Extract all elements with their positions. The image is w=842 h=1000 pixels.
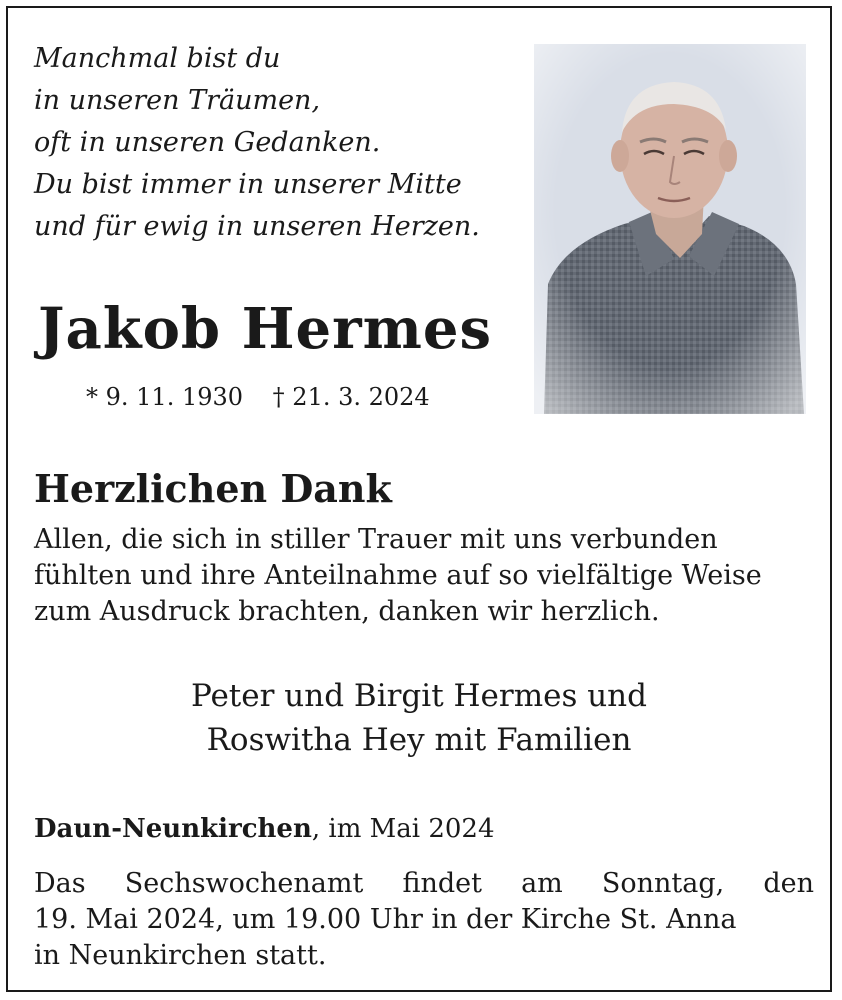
mass-line: in Neunkirchen statt. — [34, 940, 327, 971]
poem-line: oft in unseren Gedanken. — [34, 127, 381, 158]
poem-line: Manchmal bist du — [34, 43, 281, 74]
thanks-text — [34, 522, 814, 630]
death-date: † 21. 3. 2024 — [272, 383, 430, 411]
thanks-line: fühlten und ihre Anteilnahme auf so vielfältige Weise — [34, 560, 762, 591]
poem-line: Du bist immer in unserer Mitte — [34, 169, 462, 200]
signers — [8, 674, 830, 762]
portrait-illustration — [534, 44, 806, 414]
signers-line: Roswitha Hey mit Familien — [206, 722, 632, 758]
mass-line: 19. Mai 2024, um 19.00 Uhr in der Kirche St. Anna — [34, 904, 737, 935]
obituary-notice — [6, 6, 832, 992]
deceased-name: Jakob Hermes — [38, 296, 493, 362]
memorial-mass-notice — [34, 866, 814, 974]
poem — [34, 38, 514, 248]
poem-line: in unseren Träumen, — [34, 85, 321, 116]
thanks-line: Allen, die sich in stiller Trauer mit uns verbunden — [34, 524, 718, 555]
thanks-line: zum Ausdruck brachten, danken wir herzlich. — [34, 596, 660, 627]
mass-line: Das Sechswochenamt findet am Sonntag, den — [34, 868, 814, 899]
place-and-date — [34, 814, 495, 844]
signers-line: Peter und Birgit Hermes und — [191, 678, 647, 714]
portrait-photo — [534, 44, 806, 414]
birth-date: * 9. 11. 1930 — [86, 383, 244, 411]
life-dates — [86, 383, 452, 411]
thanks-heading: Herzlichen Dank — [34, 466, 392, 511]
poem-line: und für ewig in unseren Herzen. — [34, 211, 480, 242]
place-town: Daun-Neunkirchen — [34, 814, 312, 844]
place-date: , im Mai 2024 — [311, 814, 495, 844]
